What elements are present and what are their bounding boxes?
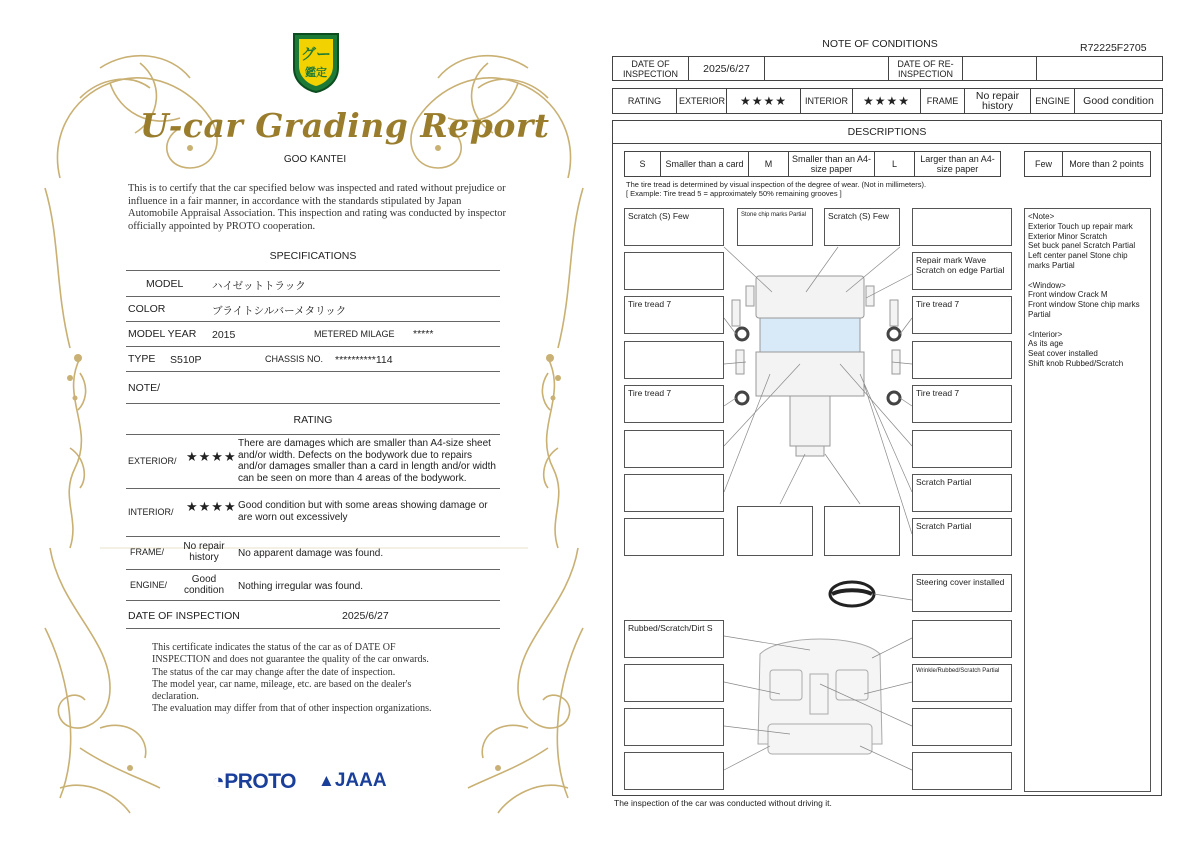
tire-tread-note [626, 180, 926, 198]
legend-s-key: S [625, 152, 661, 177]
frame-label: FRAME [921, 89, 965, 114]
note-label: NOTE/ [128, 382, 161, 394]
condition-box [624, 664, 724, 702]
report-title: U-car Grading Report [140, 106, 550, 145]
condition-box [912, 208, 1012, 246]
mileage-value: ***** [413, 328, 434, 340]
disclaimer-line: The model year, car name, mileage, etc. are based on the dealer's [152, 678, 412, 690]
interior-label: INTERIOR [801, 89, 853, 114]
condition-box [624, 752, 724, 790]
condition-box: Scratch (S) Few [624, 208, 724, 246]
type-value: S510P [170, 354, 202, 366]
note-item: As its age [1028, 339, 1064, 349]
disclaimer [152, 642, 482, 716]
descriptions-heading: DESCRIPTIONS [612, 120, 1162, 144]
reference-number: R72225F2705 [1080, 42, 1147, 54]
jaaa-logo-text: JAAA [334, 770, 387, 791]
condition-box: Tire tread 7 [624, 385, 724, 423]
legend-l-key: L [875, 152, 915, 177]
model-year-value: 2015 [212, 329, 236, 341]
divider [126, 270, 500, 271]
condition-box [624, 252, 724, 290]
divider [126, 569, 500, 570]
legend-l-desc: Larger than an A4-size paper [915, 152, 1001, 177]
condition-box: Repair mark Wave Scratch on edge Partial [912, 252, 1012, 290]
divider [126, 434, 500, 435]
notes-panel [1024, 208, 1151, 792]
size-legend-table [624, 151, 1001, 177]
rating-heading: RATING [293, 414, 333, 426]
legend-m-key: M [749, 152, 789, 177]
condition-box: Tire tread 7 [624, 296, 724, 334]
frame-value: No repair history [183, 541, 225, 563]
interior-stars: ★★★★ [853, 89, 921, 114]
interior-description: Good condition but with some areas showing damage or are worn out excessively [238, 500, 488, 523]
exterior-stars: ★★★★ [727, 89, 801, 114]
divider [126, 600, 500, 601]
condition-box: Scratch Partial [912, 518, 1012, 556]
frame-label: FRAME/ [130, 547, 165, 557]
svg-text:鑑定: 鑑定 [305, 66, 327, 79]
divider [126, 536, 500, 537]
frame-value: No repair history [965, 89, 1031, 114]
condition-box: Scratch Partial [912, 474, 1012, 512]
model-label: MODEL [146, 278, 184, 290]
engine-label: ENGINE [1031, 89, 1075, 114]
note-item: Front window Crack M [1028, 290, 1108, 300]
engine-value: Good condition [1075, 89, 1163, 114]
note-item: Left center panel Stone chip marks Partial [1028, 251, 1128, 270]
legend-s-desc: Smaller than a card [661, 152, 749, 177]
engine-value: Good condition [183, 574, 225, 596]
date-of-inspection-label: DATE OF INSPECTION [613, 57, 689, 81]
chassis-value: **********114 [335, 354, 393, 366]
exterior-stars: ★★★★ [186, 449, 237, 464]
interior-stars: ★★★★ [186, 499, 237, 514]
condition-box [624, 474, 724, 512]
date-of-inspection-value: 2025/6/27 [342, 610, 389, 622]
note-item: Set buck panel Scratch Partial [1028, 241, 1136, 251]
divider [126, 628, 500, 629]
inspection-date-table [612, 56, 1163, 81]
condition-box [624, 430, 724, 468]
engine-label: ENGINE/ [130, 580, 168, 590]
svg-text:グー: グー [300, 45, 332, 63]
interior-label: INTERIOR/ [128, 507, 174, 517]
divider [126, 321, 500, 322]
color-label: COLOR [128, 303, 166, 315]
condition-box [912, 341, 1012, 379]
model-year-label: MODEL YEAR [128, 328, 197, 340]
tire-note-line: The tire tread is determined by visual inspection of the degree of wear. (Not in millimeters). [626, 180, 927, 189]
window-heading: <Window> [1028, 280, 1066, 290]
condition-box [912, 708, 1012, 746]
chassis-label: CHASSIS NO. [265, 354, 324, 364]
note-of-conditions [610, 34, 1166, 814]
note-item: Exterior Minor Scratch [1028, 231, 1108, 241]
condition-box [912, 620, 1012, 658]
proto-logo: ◔PROTO [212, 770, 296, 793]
reinspection-label: DATE OF RE-INSPECTION [889, 57, 963, 81]
tire-note-line: [ Example: Tire tread 5 = approximately 50% remaining grooves ] [626, 189, 842, 198]
certification-statement: This is to certify that the car specified below was inspected and rated without prejudice or influence in a fair manner, in accordance with the standards stipulated by Japan Automobile Appraisal Association. This inspection and rating was conducted by inspector officially appointed by PROTO cooperation. [128, 183, 507, 232]
note-item: Shift knob Rubbed/Scratch [1028, 358, 1124, 368]
note-item: Seat cover installed [1028, 349, 1098, 359]
condition-box: Stone chip marks Partial [737, 208, 813, 246]
interior-heading: <Interior> [1028, 329, 1063, 339]
few-legend-table [1024, 151, 1151, 177]
note-of-conditions-title: NOTE OF CONDITIONS [822, 38, 938, 50]
disclaimer-line: The evaluation may differ from that of other inspection organizations. [152, 703, 432, 715]
proto-logo-text: PROTO [224, 770, 296, 793]
divider [126, 346, 500, 347]
type-label: TYPE [128, 353, 156, 365]
note-item: Exterior Touch up repair mark [1028, 221, 1133, 231]
legend-few-desc: More than 2 points [1063, 152, 1151, 177]
condition-box [737, 506, 813, 556]
note-item: Front window Stone chip marks Partial [1028, 300, 1140, 319]
disclaimer-line: declaration. [152, 691, 199, 703]
divider [126, 296, 500, 297]
model-value: ハイゼットトラック [212, 280, 306, 292]
exterior-description: There are damages which are smaller than A4-size sheet and/or width. Defects on the bodywork due to repairs and/or damages smaller than a card in length and/or width can be seen on more than 4 areas of the bodywork. [238, 438, 496, 484]
date-of-inspection-value: 2025/6/27 [689, 57, 765, 81]
specifications-heading: SPECIFICATIONS [269, 250, 357, 262]
note-heading: <Note> [1028, 212, 1055, 221]
mileage-label: METERED MILAGE [314, 329, 395, 339]
condition-box: Tire tread 7 [912, 296, 1012, 334]
grading-certificate [40, 28, 588, 818]
disclaimer-line: This certificate indicates the status of the car as of DATE OF [152, 642, 396, 653]
reinspection-value [963, 57, 1037, 81]
exterior-label: EXTERIOR [677, 89, 727, 114]
footer-note: The inspection of the car was conducted without driving it. [614, 798, 832, 808]
divider [126, 371, 500, 372]
color-value: ブライトシルバーメタリック [212, 305, 347, 317]
date-of-inspection-label: DATE OF INSPECTION [128, 610, 240, 622]
frame-description: No apparent damage was found. [238, 548, 384, 559]
divider [126, 403, 500, 404]
condition-box: Scratch (S) Few [824, 208, 900, 246]
divider [126, 488, 500, 489]
condition-box [912, 430, 1012, 468]
empty-cell [1037, 57, 1163, 81]
condition-box: Wrinkle/Rubbed/Scratch Partial [912, 664, 1012, 702]
condition-box: Rubbed/Scratch/Dirt S [624, 620, 724, 658]
empty-cell [765, 57, 889, 81]
exterior-label: EXTERIOR/ [128, 456, 177, 466]
legend-few-key: Few [1025, 152, 1063, 177]
condition-box [624, 708, 724, 746]
condition-box: Steering cover installed [912, 574, 1012, 612]
disclaimer-line: The status of the car may change after the date of inspection. [152, 666, 396, 678]
rating-label: RATING [613, 89, 677, 114]
condition-box: Tire tread 7 [912, 385, 1012, 423]
condition-box [912, 752, 1012, 790]
engine-description: Nothing irregular was found. [238, 581, 364, 592]
rating-table [612, 88, 1163, 114]
condition-box [624, 518, 724, 556]
jaaa-logo: ▲JAAA [318, 770, 387, 791]
goo-kantei-badge-icon [286, 30, 346, 94]
condition-box [624, 341, 724, 379]
legend-m-desc: Smaller than an A4-size paper [789, 152, 875, 177]
condition-box [824, 506, 900, 556]
report-subtitle: GOO KANTEI [283, 154, 347, 165]
disclaimer-line: INSPECTION and does not guarantee the quality of the car onwards. [152, 654, 429, 666]
